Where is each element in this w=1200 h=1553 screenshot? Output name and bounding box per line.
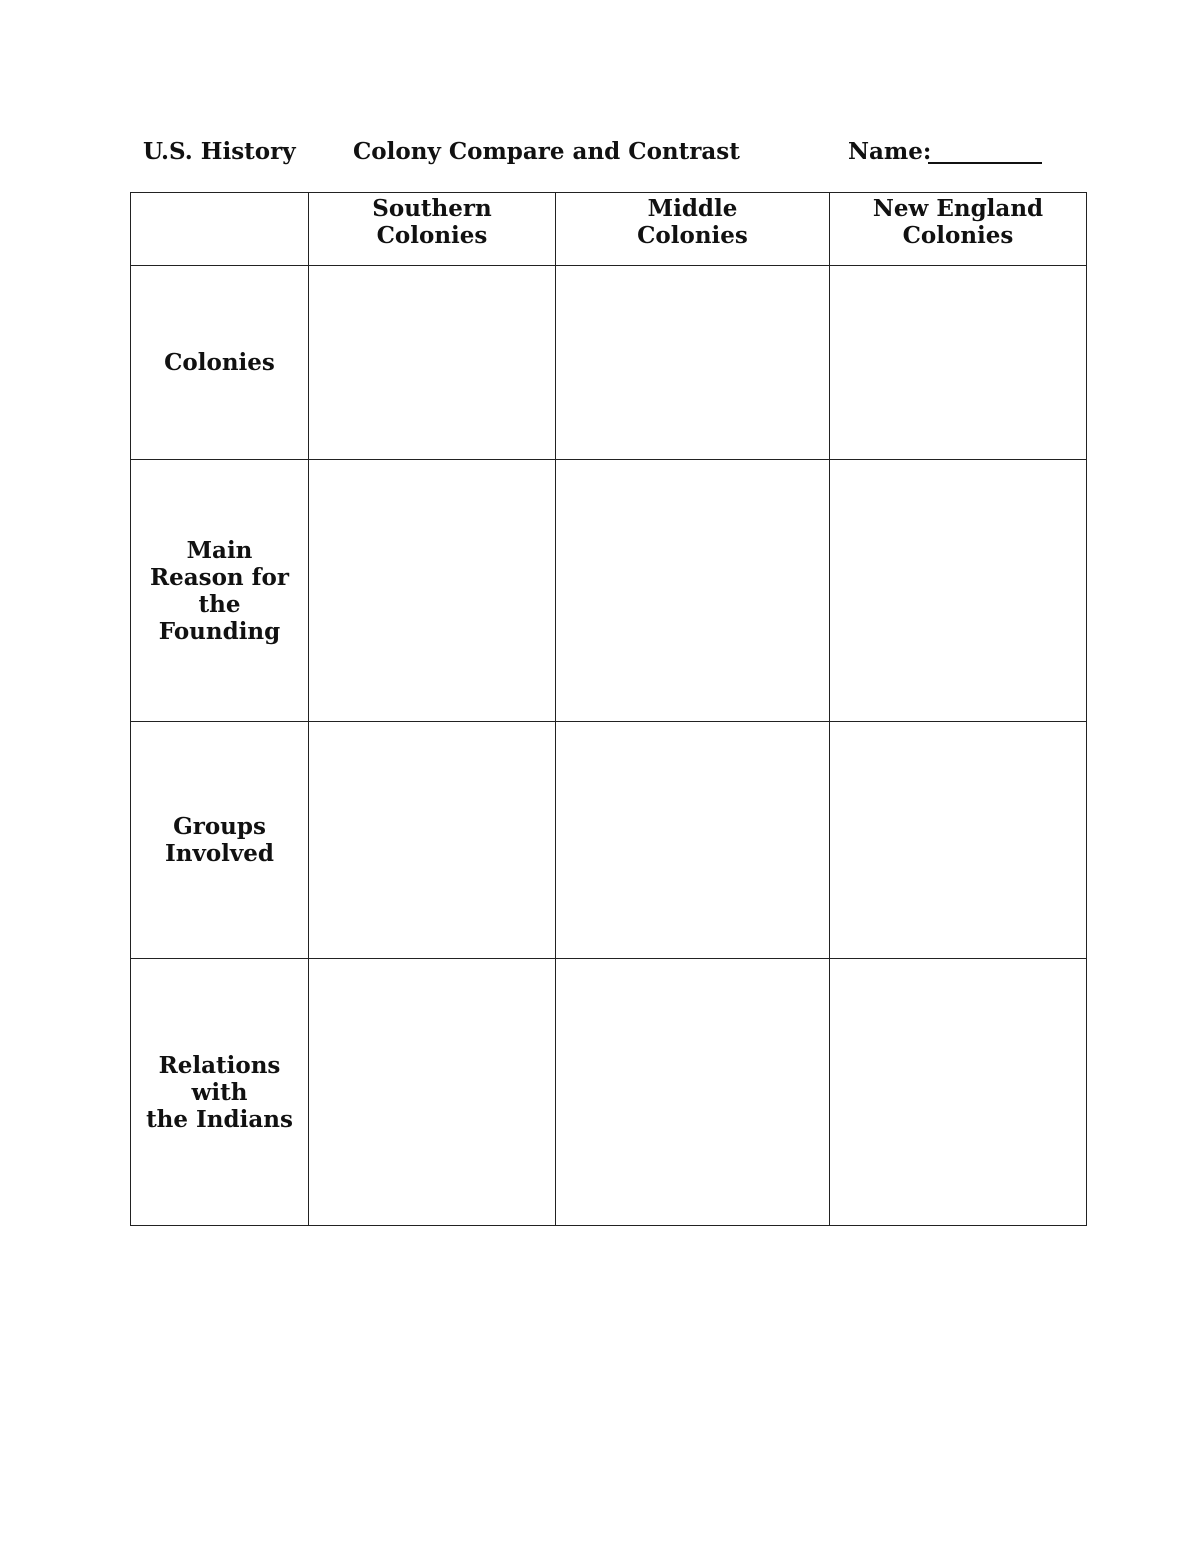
table-row [131, 959, 1087, 1226]
worksheet-header [0, 138, 1200, 172]
corner-cell [131, 193, 309, 266]
answer-cell[interactable] [309, 959, 556, 1226]
answer-cell[interactable] [830, 460, 1087, 722]
table-row [131, 460, 1087, 722]
answer-cell[interactable] [556, 959, 830, 1226]
answer-cell[interactable] [309, 460, 556, 722]
row-label-main-reason [131, 460, 309, 722]
course-title: U.S. History [143, 138, 296, 165]
answer-cell[interactable] [556, 266, 830, 460]
name-label: Name: [848, 138, 932, 165]
answer-cell[interactable] [556, 460, 830, 722]
row-label: Relations with the Indians [146, 1051, 293, 1133]
row-label: Colonies [164, 349, 275, 376]
row-label: Main Reason for the Founding [149, 536, 290, 645]
column-header-label: Middle Colonies [637, 195, 748, 249]
column-header-label: Southern Colonies [372, 195, 492, 249]
column-header-southern [309, 193, 556, 266]
row-label: Groups Involved [164, 813, 274, 867]
column-header-label: New England Colonies [872, 195, 1044, 249]
table-row [131, 266, 1087, 460]
answer-cell[interactable] [830, 959, 1087, 1226]
answer-cell[interactable] [830, 722, 1087, 959]
worksheet-title: Colony Compare and Contrast [353, 138, 740, 165]
name-blank-line[interactable] [928, 162, 1042, 164]
table-header-row [131, 193, 1087, 266]
answer-cell[interactable] [309, 266, 556, 460]
column-header-middle [556, 193, 830, 266]
row-label-groups-involved [131, 722, 309, 959]
answer-cell[interactable] [309, 722, 556, 959]
compare-contrast-table [130, 192, 1087, 1226]
answer-cell[interactable] [830, 266, 1087, 460]
answer-cell[interactable] [556, 722, 830, 959]
row-label-relations-indians [131, 959, 309, 1226]
table-row [131, 722, 1087, 959]
column-header-new-england [830, 193, 1087, 266]
row-label-colonies [131, 266, 309, 460]
